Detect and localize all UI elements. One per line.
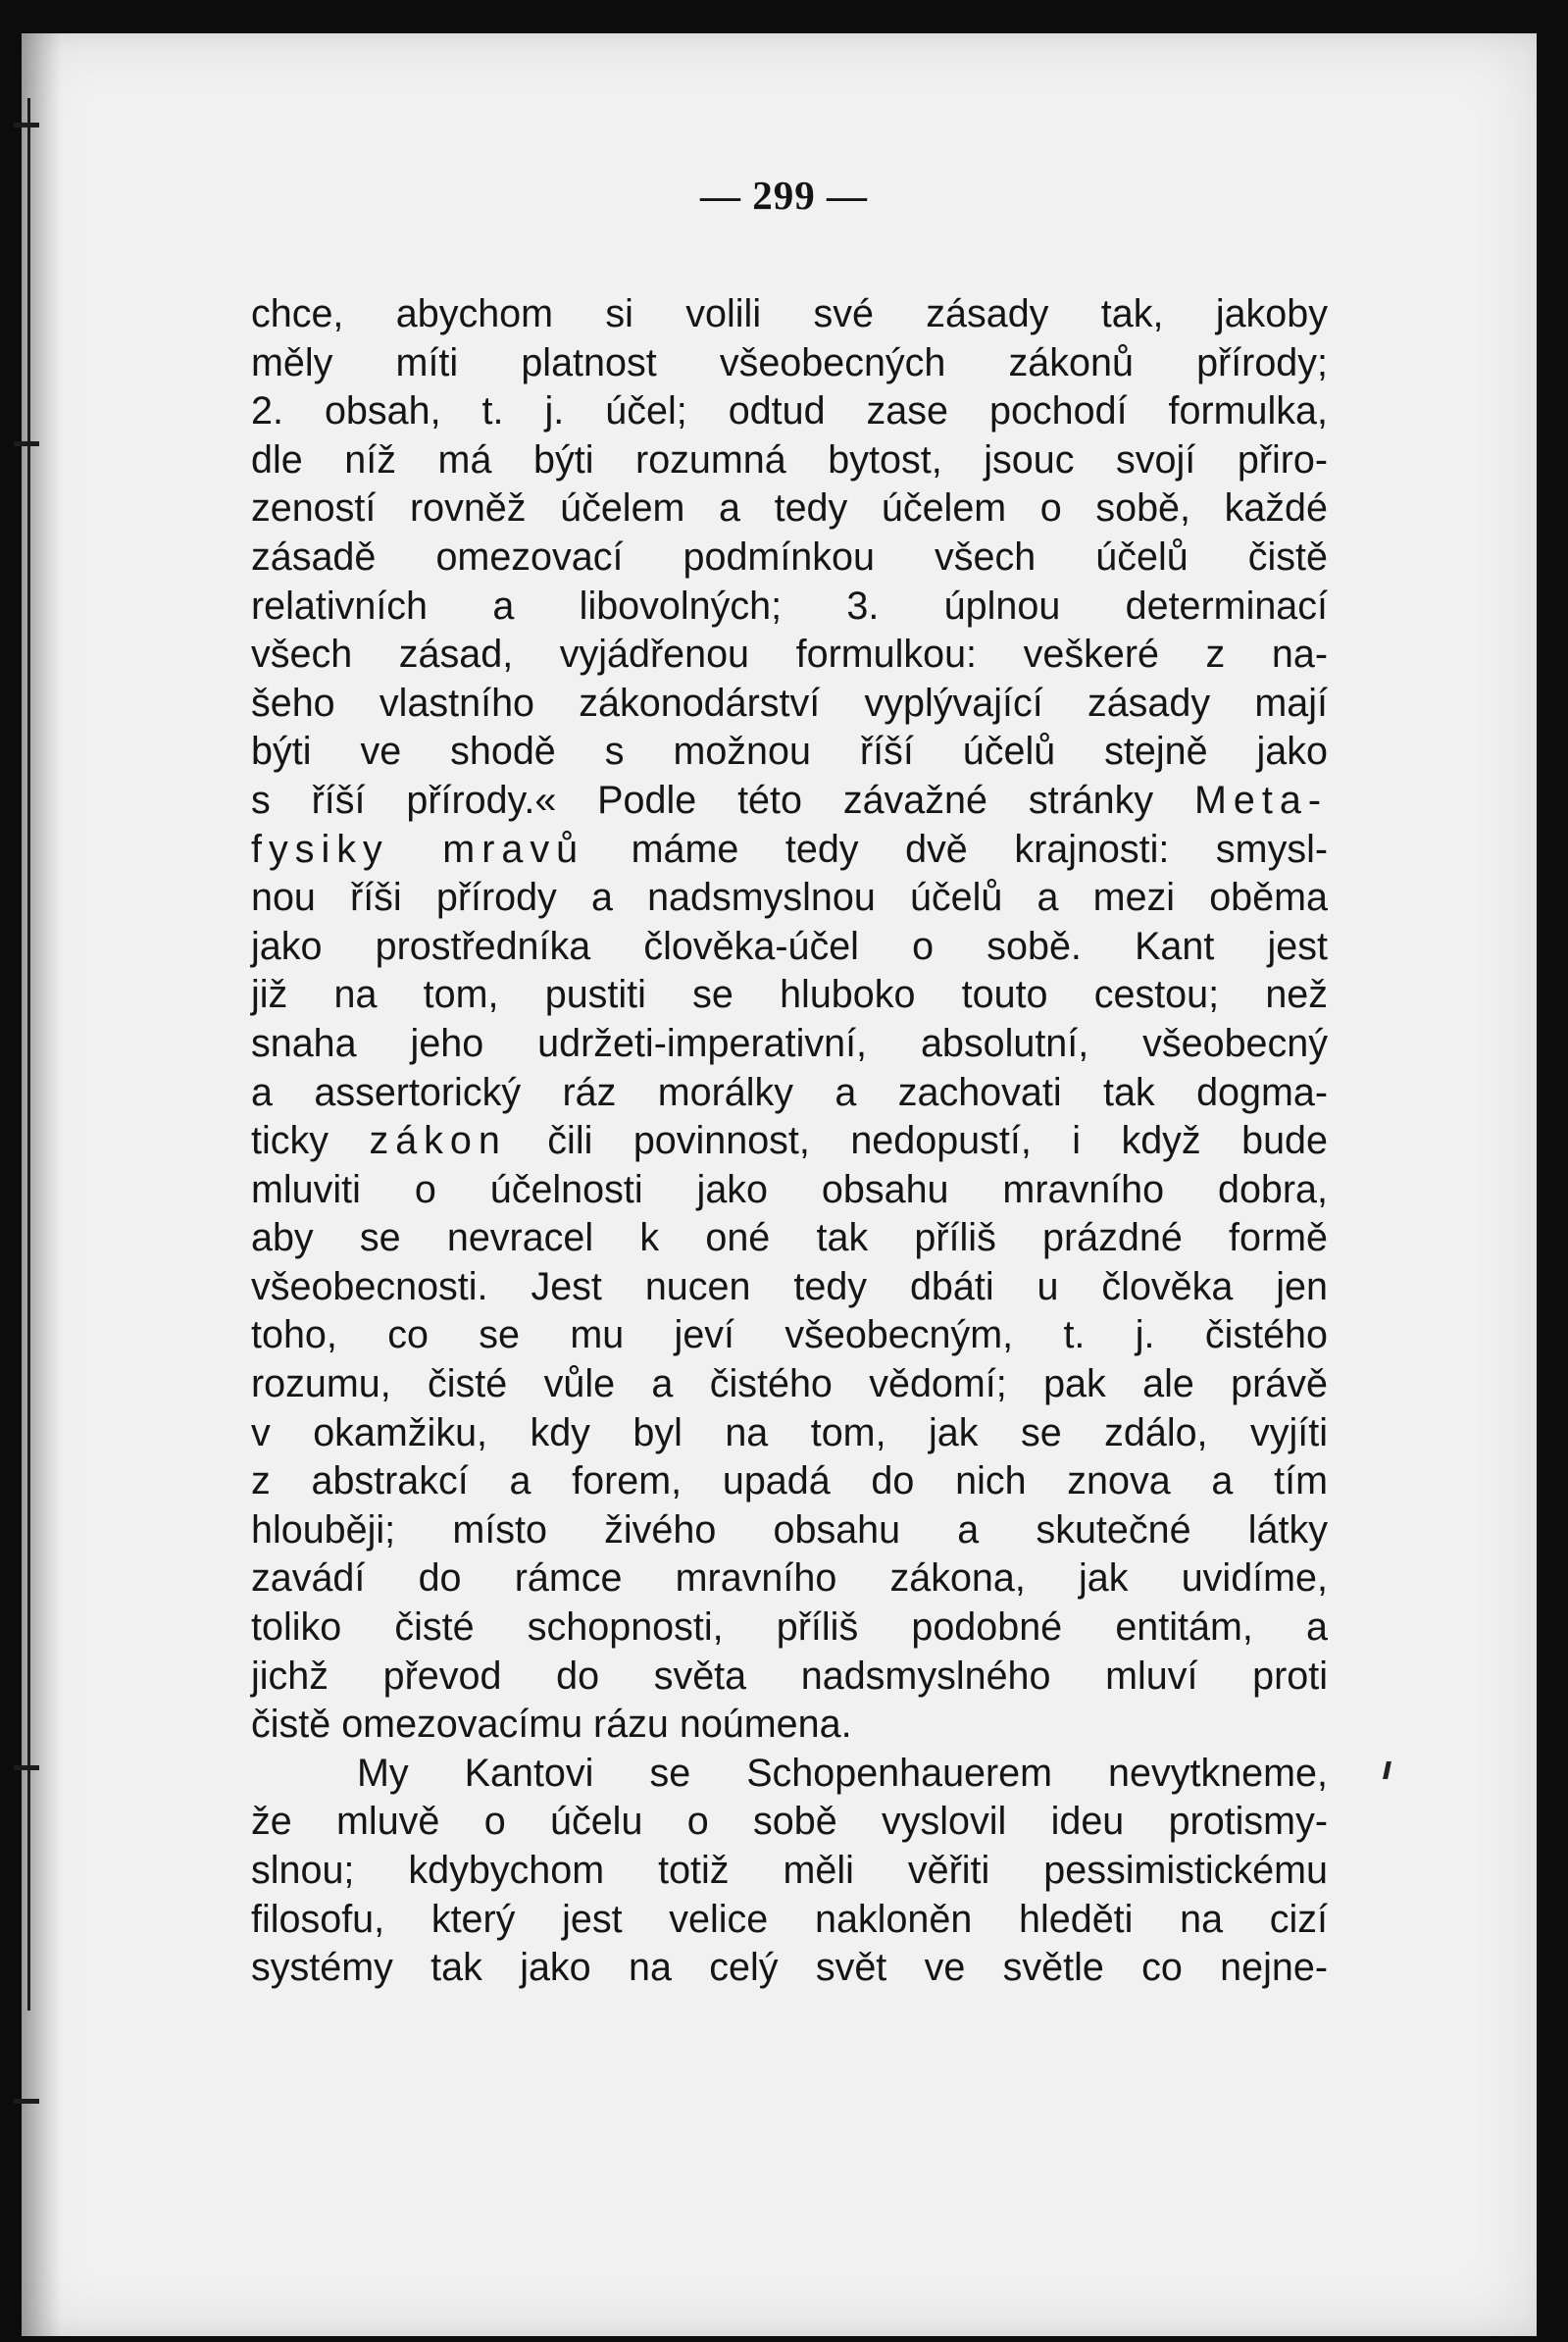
text-line: v okamžiku, kdy byl na tom, jak se zdálo, vyjíti xyxy=(251,1410,1328,1454)
text-line: šeho vlastního zákonodárství vyplývající zásady mají xyxy=(251,681,1328,725)
text-line: všeobecnosti. Jest nucen tedy dbáti u člověka jen xyxy=(251,1264,1328,1308)
text-line: s říší přírody.« Podle této závažné stránky Meta- xyxy=(251,778,1328,822)
text-line: měly míti platnost všeobecných zákonů přírody; xyxy=(251,340,1328,384)
text-line: dle níž má býti rozumná bytost, jsouc svojí přiro- xyxy=(251,437,1328,482)
spaced-emphasis: fysiky mravů xyxy=(251,827,585,871)
text-line: toliko čisté schopnosti, příliš podobné entitám, a xyxy=(251,1605,1328,1650)
text-line: jako prostředníka člověka-účel o sobě. Kant jest xyxy=(251,924,1328,968)
text-line: nou říši přírody a nadsmyslnou účelů a mezi oběma xyxy=(251,876,1328,920)
binding-mark xyxy=(14,1765,39,1770)
page-number: — 299 — xyxy=(700,173,868,218)
paragraph-end-line: čistě omezovacímu rázu noúmena. xyxy=(251,1703,852,1747)
body-text xyxy=(251,290,1328,1993)
text-line: mluviti o účelnosti jako obsahu mravního dobra, xyxy=(251,1167,1328,1211)
text-line: z abstrakcí a forem, upadá do nich znova a tím xyxy=(251,1459,1328,1503)
text-line: relativních a libovolných; 3. úplnou determinací xyxy=(251,584,1328,628)
text-line: ticky zákon čili povinnost, nedopustí, i když bude xyxy=(251,1119,1328,1163)
text-line: toho, co se mu jeví všeobecným, t. j. čistého xyxy=(251,1313,1328,1357)
text-line: hlouběji; místo živého obsahu a skutečné látky xyxy=(251,1507,1328,1552)
text-line: jichž převod do světa nadsmyslného mluví proti xyxy=(251,1654,1328,1698)
paragraph-start-line: My Kantovi se Schopenhauerem nevytkneme, xyxy=(357,1751,1328,1795)
text-line: všech zásad, vyjádřenou formulkou: veškeré z na- xyxy=(251,633,1328,677)
spaced-emphasis: zákon xyxy=(369,1119,507,1163)
text-line: býti ve shodě s možnou říší účelů stejně jako xyxy=(251,730,1328,774)
binding-mark xyxy=(14,2099,39,2104)
text-line: slnou; kdybychom totiž měli věřiti pessimistickému xyxy=(251,1849,1328,1892)
text-line: zeností rovněž účelem a tedy účelem o sobě, každé xyxy=(251,486,1328,531)
text-line: fysiky mravů máme tedy dvě krajnosti: smysl- xyxy=(251,827,1329,871)
text-line: a assertorický ráz morálky a zachovati tak dogma- xyxy=(251,1070,1328,1114)
text-line: rozumu, čisté vůle a čistého vědomí; pak ale právě xyxy=(251,1362,1328,1406)
text-line: systémy tak jako na celý svět ve světle co nejne- xyxy=(251,1946,1328,1990)
text-line: 2. obsah, t. j. účel; odtud zase pochodí formulka, xyxy=(251,389,1328,433)
text-line: snaha jeho udržeti-imperativní, absolutní, všeobecný xyxy=(251,1021,1328,1065)
text-line: již na tom, pustiti se hluboko touto cestou; než xyxy=(251,973,1328,1017)
binding-edge-line xyxy=(27,98,30,2011)
text-line: aby se nevracel k oné tak příliš prázdné formě xyxy=(251,1216,1328,1260)
binding-mark xyxy=(14,441,39,446)
spaced-emphasis: Meta- xyxy=(1194,778,1328,822)
text-line: chce, abychom si volili své zásady tak, jakoby xyxy=(251,292,1328,335)
text-line: zavádí do rámce mravního zákona, jak uvidíme, xyxy=(251,1556,1328,1601)
binding-mark xyxy=(14,123,39,127)
text-line: že mluvě o účelu o sobě vyslovil ideu protismy- xyxy=(251,1800,1328,1844)
text-line: filosofu, který jest velice nakloněn hleděti na cizí xyxy=(251,1897,1328,1941)
text-line: zásadě omezovací podmínkou všech účelů čistě xyxy=(251,535,1328,579)
